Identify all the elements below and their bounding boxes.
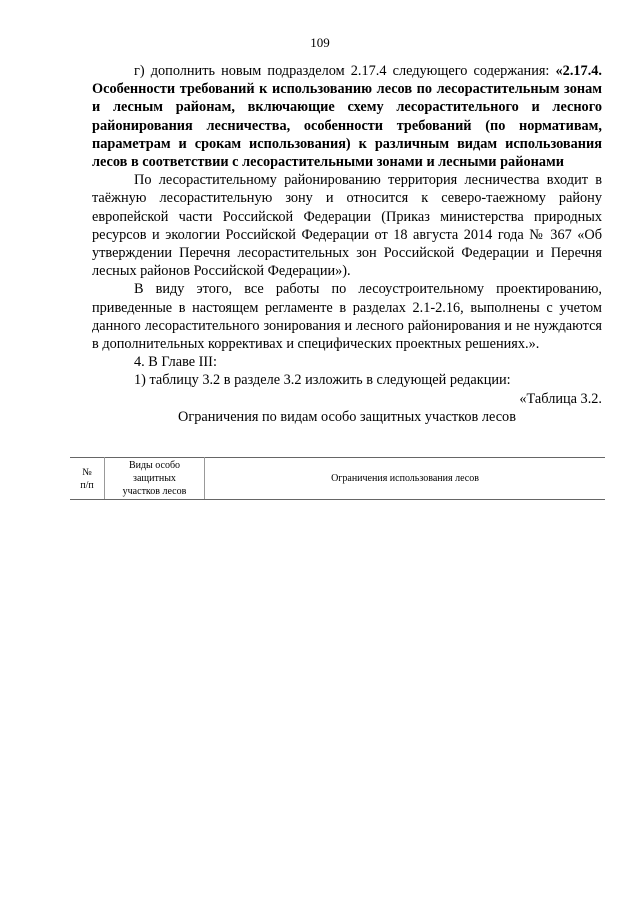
table-caption: Ограничения по видам особо защитных участков лесов: [178, 408, 516, 425]
page-number: 109: [310, 35, 330, 50]
paragraph-amendment-g: [92, 62, 602, 171]
paragraph-amendment-intro: г) дополнить новым подразделом 2.17.4 следующего содержания:: [134, 63, 556, 79]
column-header-number-label: № п/п: [80, 466, 94, 491]
paragraph-table-instruction: 1) таблицу 3.2 в разделе 3.2 изложить в следующей редакции:: [134, 372, 511, 389]
limits-table: [70, 457, 605, 500]
paragraph-conclusion: В виду этого, все работы по лесоустроительному проектированию, приведенные в настоящем регламенте в разделах 2.1-2.16, выполнены с учетом данного лесорастительного зонирования и лесного районирования и не нуждаются в дополнительных коррективах и специфических проектных решениях.».: [92, 281, 602, 353]
table-header-row: [70, 458, 605, 500]
paragraph-chapter-3: 4. В Главе III:: [134, 354, 217, 371]
column-header-limits-label: Ограничения использования лесов: [331, 473, 479, 484]
column-header-kind-label: Виды особо защитных участков лесов: [122, 460, 187, 497]
column-header-limits: [205, 458, 606, 500]
subsection-heading-2-17-4: «2.17.4. Особенности требований к использованию лесов по лесорастительным зонам и лесным районам, включающие схему лесорастительного и лесного районирования лесничества, особенности требований (по нормативам, параметрам и срокам использования) к различным видам использования лесов в соответствии с лесорастительными зонами и лесными районами: [92, 63, 602, 171]
column-header-kind: [105, 458, 205, 500]
column-header-number: [70, 458, 105, 500]
document-body: [92, 62, 602, 426]
table-label: «Таблица 3.2.: [519, 390, 602, 407]
paragraph-zoning: По лесорастительному районированию территория лесничества входит в таёжную лесорастительную зону и относится к северо-таежному району европейской части Российской Федерации (Приказ министерства природных ресурсов и экологии Российской Федерации от 18 августа 2014 года № 367 «Об утверждении Перечня лесорастительных зон Российской Федерации и Перечня лесных районов Российской Федерации»).: [92, 172, 602, 280]
